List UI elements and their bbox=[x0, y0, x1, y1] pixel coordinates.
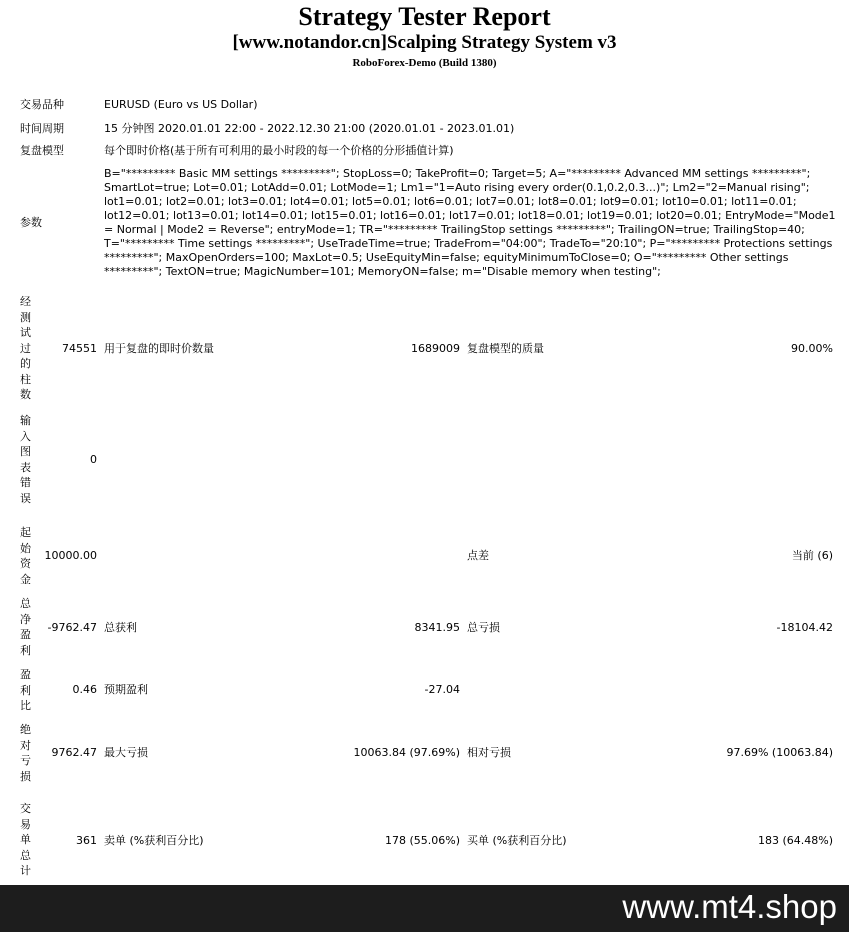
errors-value: 0 bbox=[90, 453, 97, 466]
gross-loss-label: 总亏损 bbox=[467, 621, 500, 634]
long-positions-value: 183 (64.48%) bbox=[757, 834, 833, 847]
short-positions-label: 卖单 (%获利百分比) bbox=[104, 834, 204, 847]
period-label: 时间周期 bbox=[20, 122, 64, 135]
spread-label: 点差 bbox=[467, 549, 489, 562]
total-trades-label: 交易单总计 bbox=[20, 802, 31, 877]
max-drawdown-value: 10063.84 (97.69%) bbox=[353, 746, 460, 759]
profit-factor-value: 0.46 bbox=[72, 683, 97, 696]
report-title: Strategy Tester Report bbox=[298, 2, 551, 31]
period-value: 15 分钟图 2020.01.01 22:00 - 2022.12.30 21:00 (2020.01.01 - 2023.01.01) bbox=[104, 122, 515, 135]
expected-payoff-value: -27.04 bbox=[424, 683, 460, 696]
params-label: 参数 bbox=[20, 216, 42, 229]
profit-factor-label: 盈利比 bbox=[20, 668, 31, 712]
absolute-drawdown-value: 9762.47 bbox=[51, 746, 97, 759]
expected-payoff-label: 预期盈利 bbox=[104, 683, 148, 696]
net-profit-label: 总净盈利 bbox=[20, 597, 31, 657]
short-positions-value: 178 (55.06%) bbox=[384, 834, 460, 847]
spread-value: 当前 (6) bbox=[791, 549, 833, 562]
gross-profit-label: 总获利 bbox=[104, 621, 137, 634]
deposit-value: 10000.00 bbox=[44, 549, 97, 562]
relative-drawdown-label: 相对亏损 bbox=[467, 746, 511, 759]
relative-drawdown-value: 97.69% (10063.84) bbox=[726, 746, 833, 759]
deposit-label: 起始资金 bbox=[20, 526, 31, 586]
gross-loss-value: -18104.42 bbox=[776, 621, 833, 634]
max-drawdown-label: 最大亏损 bbox=[104, 746, 148, 759]
net-profit-value: -9762.47 bbox=[47, 621, 97, 634]
model-label: 复盘模型 bbox=[20, 144, 64, 157]
ticks-value: 1689009 bbox=[411, 342, 460, 355]
errors-label: 输入图表错误 bbox=[20, 414, 31, 505]
quality-value: 90.00% bbox=[791, 342, 833, 355]
symbol-label: 交易品种 bbox=[20, 98, 64, 111]
long-positions-label: 买单 (%获利百分比) bbox=[467, 834, 567, 847]
params-value: B="********* Basic MM settings *********"; StopLoss=0; TakeProfit=0; Target=5; A="********* Advanced MM settings *********"; SmartLot=true; Lot=0.01; LotAdd=0.01; LotMode=1; Lm1="1=Auto rising every order(0.1,0.2,0.3...)"; Lm2="2=Manual rising"; lot1=0.01; lot2=0.01; lot3=0.01; lot4=0.01; lot5=0.01; lot6=0.01; lot7=0.01; lot8=0.01; lot9=0.01; lot10=0.01; lot11=0.01; lot12=0.01; lot13=0.01; lot14=0.01; lot15=0.01; lot16=0.01; lot17=0.01; lot18=0.01; lot19=0.01; lot20=0.01; EntryMode="Mode1 = Normal | Mode2 = Reverse"; entryMode=1; TR="********* TrailingStop settings *********"; TrailingON=true; TrailingStop=40; T="********* Time settings *********"; UseTradeTime=true; TradeFrom="04:00"; TradeTo="20:10"; P="********* Protections settings *********"; MaxOpenOrders=100; MaxLot=0.5; UseEquityMin=false; equityMinimumToClose=0; O="********* Other settings *********"; TextON=true; MagicNumber=101; MemoryON=false; m="Disable memory when testing"; bbox=[104, 167, 836, 278]
ticks-label: 用于复盘的即时价数量 bbox=[104, 342, 214, 355]
watermark-text: www.mt4.shop bbox=[622, 888, 837, 925]
gross-profit-value: 8341.95 bbox=[414, 621, 460, 634]
server-build: RoboForex-Demo (Build 1380) bbox=[352, 57, 497, 69]
total-trades-value: 361 bbox=[76, 834, 97, 847]
strategy-name: [www.notandor.cn]Scalping Strategy System v3 bbox=[232, 32, 617, 53]
bars-label: 经测试过的柱数 bbox=[20, 295, 31, 401]
absolute-drawdown-label: 绝对亏损 bbox=[20, 723, 31, 783]
quality-label: 复盘模型的质量 bbox=[467, 342, 544, 355]
bars-value: 74551 bbox=[62, 342, 97, 355]
watermark-banner bbox=[0, 885, 849, 932]
symbol-value: EURUSD (Euro vs US Dollar) bbox=[104, 98, 258, 111]
model-value: 每个即时价格(基于所有可利用的最小时段的每一个价格的分形插值计算) bbox=[104, 144, 454, 157]
